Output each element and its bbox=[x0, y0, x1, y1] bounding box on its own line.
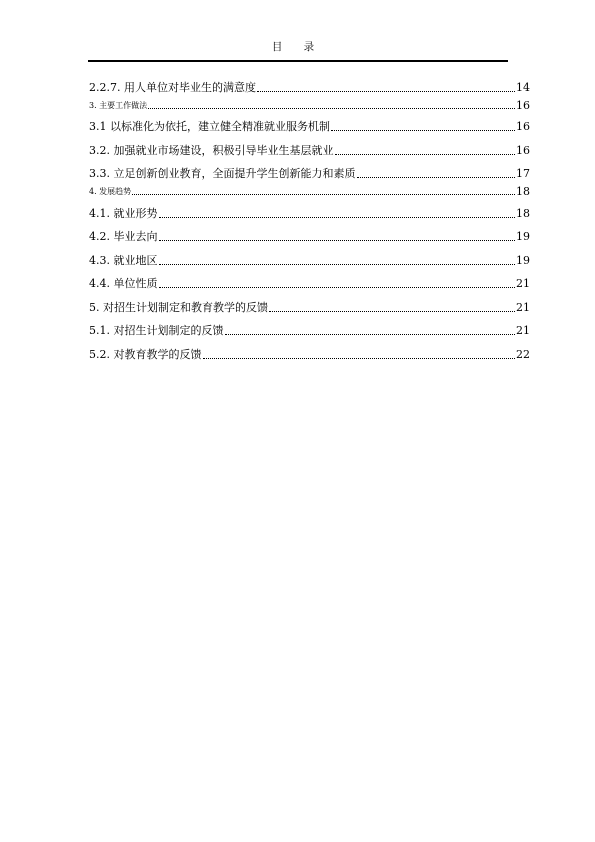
toc-entry-page-number: 18 bbox=[516, 206, 530, 220]
toc-entry-label: 3.2. 加强就业市场建设，积极引导毕业生基层就业 bbox=[89, 143, 334, 157]
toc-entry-4-1[interactable] bbox=[89, 197, 530, 221]
toc-dot-leader bbox=[269, 311, 515, 312]
toc-entry-label: 4.2. 毕业去向 bbox=[89, 230, 158, 243]
toc-entry-label: 4. 发展趋势 bbox=[89, 187, 132, 196]
toc-entry-4[interactable] bbox=[89, 181, 530, 197]
toc-entry-4-4[interactable] bbox=[89, 268, 530, 292]
toc-dot-leader bbox=[159, 217, 516, 218]
toc-entry-page-number: 18 bbox=[516, 185, 530, 198]
toc-entry-5-1[interactable] bbox=[89, 315, 530, 339]
toc-dot-leader bbox=[159, 264, 516, 265]
toc-entry-page-number: 16 bbox=[516, 120, 530, 133]
toc-entry-3-1[interactable] bbox=[89, 111, 530, 135]
toc-entry-page-number: 19 bbox=[516, 230, 530, 243]
toc-dot-leader bbox=[335, 154, 516, 155]
toc-entry-page-number: 22 bbox=[516, 347, 530, 361]
toc-entry-5[interactable] bbox=[89, 291, 530, 315]
toc-entry-page-number: 21 bbox=[516, 300, 530, 314]
toc-entry-page-number: 16 bbox=[516, 143, 530, 157]
toc-heading: 目 录 bbox=[271, 41, 324, 53]
toc-entry-3-3[interactable] bbox=[89, 158, 530, 182]
toc-entry-4-2[interactable] bbox=[89, 221, 530, 245]
toc-entry-5-2[interactable] bbox=[89, 338, 530, 362]
toc-entry-label: 3. 主要工作做法 bbox=[89, 100, 148, 110]
toc-dot-leader bbox=[357, 177, 516, 178]
toc-dot-leader bbox=[148, 108, 515, 109]
toc-entry-label: 5.1. 对招生计划制定的反馈 bbox=[89, 324, 224, 337]
toc-dot-leader bbox=[203, 358, 516, 359]
toc-dot-leader bbox=[159, 287, 516, 288]
toc-dot-leader bbox=[159, 240, 516, 241]
header-divider bbox=[88, 60, 508, 62]
toc-entry-label: 4.4. 单位性质 bbox=[89, 277, 158, 290]
toc-entry-page-number: 14 bbox=[516, 80, 530, 94]
toc-entry-page-number: 17 bbox=[516, 167, 530, 180]
toc-entry-page-number: 21 bbox=[516, 324, 530, 337]
table-of-contents bbox=[89, 71, 530, 362]
toc-dot-leader bbox=[331, 130, 515, 131]
toc-entry-page-number: 21 bbox=[516, 277, 530, 290]
toc-entry-4-3[interactable] bbox=[89, 244, 530, 268]
toc-entry-label: 3.3. 立足创新创业教育，全面提升学生创新能力和素质 bbox=[89, 167, 356, 180]
toc-entry-label: 3.1 以标准化为依托，建立健全精准就业服务机制 bbox=[89, 120, 330, 133]
toc-dot-leader bbox=[225, 334, 516, 335]
toc-entry-label: 4.1. 就业形势 bbox=[89, 206, 158, 220]
toc-entry-page-number: 16 bbox=[516, 98, 530, 112]
toc-entry-label: 2.2.7. 用人单位对毕业生的满意度 bbox=[89, 80, 256, 94]
toc-entry-label: 4.3. 就业地区 bbox=[89, 253, 158, 267]
toc-entry-label: 5. 对招生计划制定和教育教学的反馈 bbox=[89, 300, 268, 314]
toc-dot-leader bbox=[257, 91, 515, 92]
toc-dot-leader bbox=[132, 194, 515, 195]
toc-entry-page-number: 19 bbox=[516, 253, 530, 267]
toc-entry-3-2[interactable] bbox=[89, 134, 530, 158]
toc-entry-3[interactable] bbox=[89, 95, 530, 111]
toc-entry-label: 5.2. 对教育教学的反馈 bbox=[89, 347, 202, 361]
toc-entry-2-2-7[interactable] bbox=[89, 71, 530, 95]
